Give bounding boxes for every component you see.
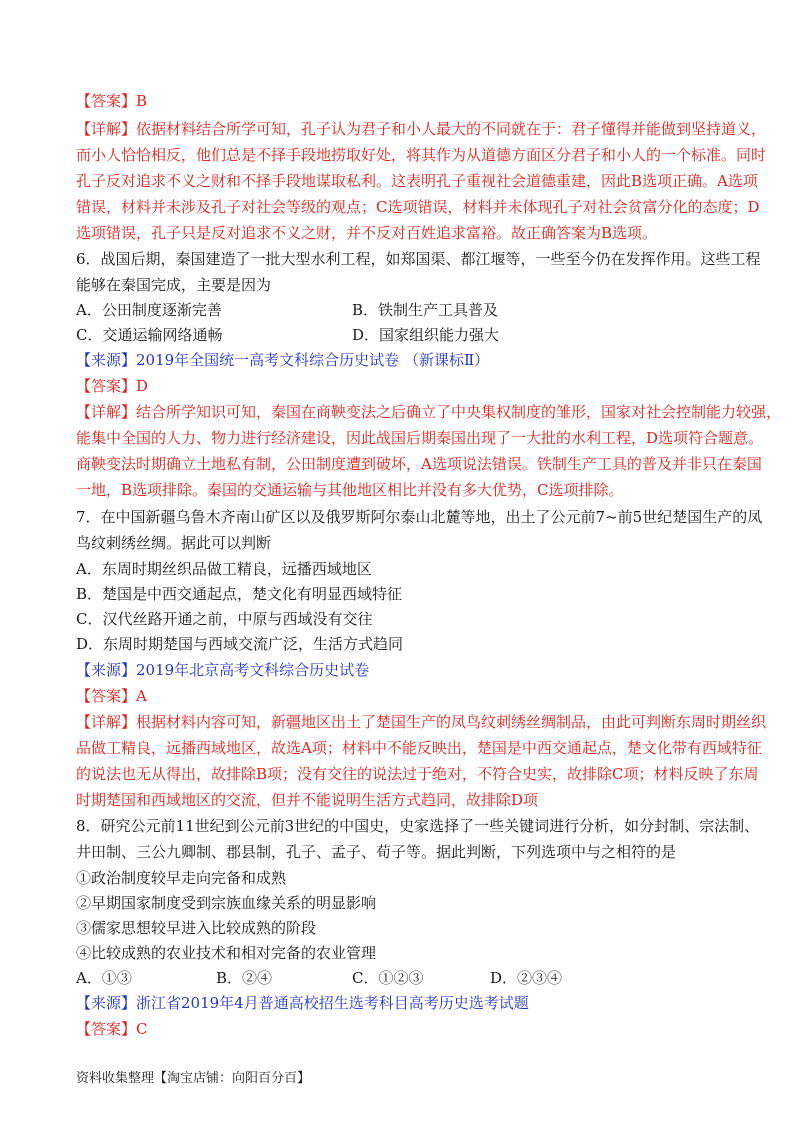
q8-stem: 井田制、三公九卿制、郡县制，孔子、孟子、荀子等。据此判断，下列选项中与之相符的是 (76, 843, 677, 861)
q7-option-a: A．东周时期丝织品做工精良，远播西域地区 (76, 560, 372, 578)
q5-detail-line: 而小人恰恰相反，他们总是不择手段地捞取好处，将其作为从道德方面区分君子和小人的一个标准。同时 (76, 146, 767, 164)
q7-answer: 【答案】A (76, 687, 147, 705)
q8-item: ④比较成熟的农业技术和相对完备的农业管理 (76, 944, 377, 962)
q6-stem: 能够在秦国完成，主要是因为 (76, 276, 272, 294)
q7-option-c: C．汉代丝路开通之前，中原与西域没有交往 (76, 610, 373, 628)
q7-detail-line: 【详解】根据材料内容可知，新疆地区出土了楚国生产的凤鸟纹刺绣丝绸制品，由此可判断东周时期丝织 (76, 713, 767, 731)
q6-detail-line: 一地，B选项排除。秦国的交通运输与其他地区相比并没有多大优势，C选项排除。 (76, 481, 624, 499)
q8-answer: 【答案】C (76, 1020, 148, 1038)
q7-detail-line: 的说法也无从得出，故排除B项；没有交往的说法过于绝对，不符合史实，故排除C项；材料反映了东周 (76, 765, 759, 783)
q8-item: ①政治制度较早走向完备和成熟 (76, 869, 287, 887)
q6-detail-line: 能集中全国的人力、物力进行经济建设，因此战国后期秦国出现了一大批的水利工程，D选项符合题意。 (76, 429, 764, 447)
q7-stem: 鸟纹刺绣丝绸。据此可以判断 (76, 534, 272, 552)
q7-detail-line: 时期楚国和西域地区的交流，但并不能说明生活方式趋同，故排除D项 (76, 791, 539, 809)
q8-option-a: A．①③ (76, 969, 132, 987)
q8-stem: 8．研究公元前11世纪到公元前3世纪的中国史，史家选择了一些关键词进行分析，如分封制、宗法制、 (76, 817, 760, 835)
q5-answer: 【答案】B (76, 92, 148, 110)
q6-answer: 【答案】D (76, 377, 149, 395)
q8-option-c: C．①②③ (352, 969, 424, 987)
q6-option-c: C．交通运输网络通畅 (76, 326, 223, 344)
q7-stem: 7．在中国新疆乌鲁木齐南山矿区以及俄罗斯阿尔泰山北麓等地，出土了公元前7~前5世纪楚国生产的凤 (76, 508, 763, 526)
q5-detail-line: 错误，材料并未涉及孔子对社会等级的观点；C选项错误，材料并未体现孔子对社会贫富分化的态度；D (76, 198, 760, 216)
q8-source: 【来源】浙江省2019年4月普通高校招生选考科目高考历史选考试题 (76, 994, 529, 1012)
q8-item: ③儒家思想较早进入比较成熟的阶段 (76, 919, 317, 937)
q6-option-d: D．国家组织能力强大 (352, 326, 500, 344)
q7-option-d: D．东周时期楚国与西域交流广泛，生活方式趋同 (76, 635, 404, 653)
q8-item: ②早期国家制度受到宗族血缘关系的明显影响 (76, 894, 377, 912)
q6-option-a: A．公田制度逐渐完善 (76, 301, 222, 319)
q8-option-d: D．②③④ (490, 969, 563, 987)
q6-detail-line: 【详解】结合所学知识可知，秦国在商鞅变法之后确立了中央集权制度的雏形，国家对社会控制能力较强， (76, 403, 782, 421)
q7-option-b: B．楚国是中西交通起点，楚文化有明显西域特征 (76, 585, 403, 603)
q5-detail-line: 孔子反对追求不义之财和不择手段地谋取私利。这表明孔子重视社会道德重建，因此B选项正确。A选项 (76, 172, 758, 190)
page-footer: 资料收集整理【淘宝店铺：向阳百分百】 (76, 1071, 311, 1086)
q5-detail-line: 选项错误，孔子只是反对追求不义之财，并不反对百姓追求富裕。故正确答案为B选项。 (76, 224, 658, 242)
q7-detail-line: 品做工精良，远播西域地区，故选A项；材料中不能反映出，楚国是中西交通起点，楚文化带有西域特征 (76, 739, 762, 757)
q5-detail-line: 【详解】依据材料结合所学可知，孔子认为君子和小人最大的不同就在于：君子懂得并能做到坚持道义， (76, 120, 767, 138)
q6-stem: 6．战国后期，秦国建造了一批大型水利工程，如郑国渠、都江堰等，一些至今仍在发挥作用。这些工程 (76, 250, 761, 268)
q7-source: 【来源】2019年北京高考文科综合历史试卷 (76, 661, 370, 679)
q8-option-b: B．②④ (216, 969, 273, 987)
q6-source: 【来源】2019年全国统一高考文科综合历史试卷 （新课标Ⅱ） (76, 351, 490, 369)
q6-option-b: B．铁制生产工具普及 (352, 301, 499, 319)
q6-detail-line: 商鞅变法时期确立土地私有制，公田制度遭到破坏，A选项说法错误。铁制生产工具的普及并非只在秦国 (76, 455, 762, 473)
